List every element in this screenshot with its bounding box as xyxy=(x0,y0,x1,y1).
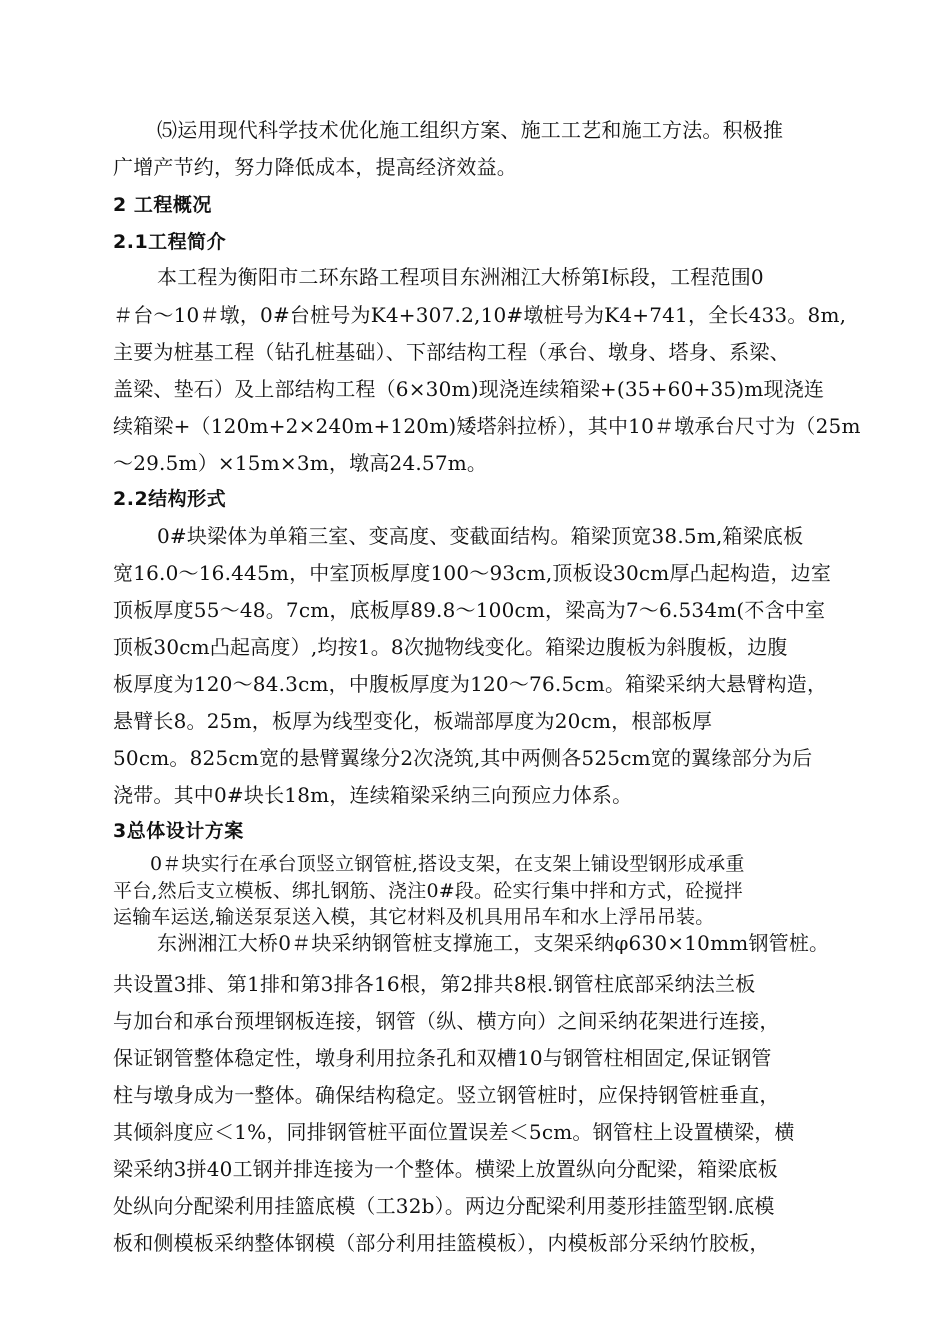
paragraph-line: 柱与墩身成为一整体。确保结构稳定。竖立钢管桩时，应保持钢管桩垂直， xyxy=(113,1083,780,1107)
paragraph-line: 本工程为衡阳市二环东路工程项目东洲湘江大桥第Ⅰ标段，工程范围0 xyxy=(157,265,764,289)
paragraph-line: 梁采纳3拼40工钢并排连接为一个整体。横梁上放置纵向分配梁，箱梁底板 xyxy=(113,1157,778,1181)
paragraph-line: 盖梁、垫石）及上部结构工程（6×30m)现浇连续箱梁+(35+60+35)m现浇连 xyxy=(113,377,825,401)
paragraph-line: 保证钢管整体稳定性，墩身利用拉条孔和双槽10与钢管柱相固定,保证钢管 xyxy=(113,1046,772,1070)
paragraph-line: 其倾斜度应＜1%，同排钢管桩平面位置误差＜5cm。钢管柱上设置横梁，横 xyxy=(113,1120,795,1144)
paragraph-line: 主要为桩基工程（钻孔桩基础）、下部结构工程（承台、墩身、塔身、系梁、 xyxy=(113,340,790,364)
paragraph-line: 50cm。825cm宽的悬臂翼缘分2次浇筑,其中两侧各525cm宽的翼缘部分为后 xyxy=(113,746,813,770)
subsection-heading: 2.2结构形式 xyxy=(113,488,227,510)
subsection-heading: 2.1工程简介 xyxy=(113,231,227,253)
paragraph-line: ～29.5m）×15m×3m，墩高24.57m。 xyxy=(113,451,488,475)
paragraph-line: 0#块梁体为单箱三室、变高度、变截面结构。箱梁顶宽38.5m,箱梁底板 xyxy=(157,524,804,548)
paragraph-line: 0＃块实行在承台顶竖立钢管桩,搭设支架，在支架上铺设型钢形成承重 xyxy=(150,853,745,875)
section-heading: 2 工程概况 xyxy=(113,194,212,216)
paragraph-line: 平台,然后支立模板、绑扎钢筋、浇注0#段。砼实行集中拌和方式，砼搅拌 xyxy=(113,880,743,902)
section-heading: 3总体设计方案 xyxy=(113,820,244,842)
paragraph-line: 宽16.0～16.445m，中室顶板厚度100～93cm,顶板设30cm厚凸起构造，边室 xyxy=(113,561,832,585)
paragraph-line: 处纵向分配梁利用挂篮底模（工32b）。两边分配梁利用菱形挂篮型钢.底模 xyxy=(113,1194,775,1218)
paragraph-line: ⑸运用现代科学技术优化施工组织方案、施工工艺和施工方法。积极推 xyxy=(157,118,784,142)
paragraph-line: ＃台～10＃墩，0#台桩号为K4+307.2,10#墩桩号为K4+741，全长433。8m, xyxy=(113,303,847,327)
paragraph-line: 共设置3排、第1排和第3排各16根，第2排共8根.钢管柱底部采纳法兰板 xyxy=(113,972,756,996)
paragraph-line: 板厚度为120～84.3cm，中腹板厚度为120～76.5cm。箱梁采纳大悬臂构造， xyxy=(113,672,828,696)
paragraph-line: 与加台和承台预埋钢板连接，钢管（纵、横方向）之间采纳花架进行连接， xyxy=(113,1009,780,1033)
paragraph-line: 顶板30cm凸起高度）,均按1。8次抛物线变化。箱梁边腹板为斜腹板，边腹 xyxy=(113,635,788,659)
paragraph-line: 续箱梁+（120m+2×240m+120m)矮塔斜拉桥），其中10＃墩承台尺寸为（25m xyxy=(113,414,861,438)
paragraph-line: 运输车运送,输送泵泵送入模，其它材料及机具用吊车和水上浮吊吊装。 xyxy=(113,906,715,928)
paragraph-line: 板和侧模板采纳整体钢模（部分利用挂篮模板），内模板部分采纳竹胶板， xyxy=(113,1231,770,1255)
paragraph-line: 顶板厚度55～48。7cm，底板厚89.8～100cm，梁高为7～6.534m(不含中室 xyxy=(113,598,826,622)
paragraph-line: 广增产节约，努力降低成本，提高经济效益。 xyxy=(113,155,517,179)
paragraph-line: 悬臂长8。25m，板厚为线型变化，板端部厚度为20cm，根部板厚 xyxy=(113,709,713,733)
paragraph-line: 东洲湘江大桥0＃块采纳钢管桩支撑施工，支架采纳φ630×10mm钢管桩。 xyxy=(157,931,830,955)
paragraph-line: 浇带。其中0#块长18m，连续箱梁采纳三向预应力体系。 xyxy=(113,783,633,807)
